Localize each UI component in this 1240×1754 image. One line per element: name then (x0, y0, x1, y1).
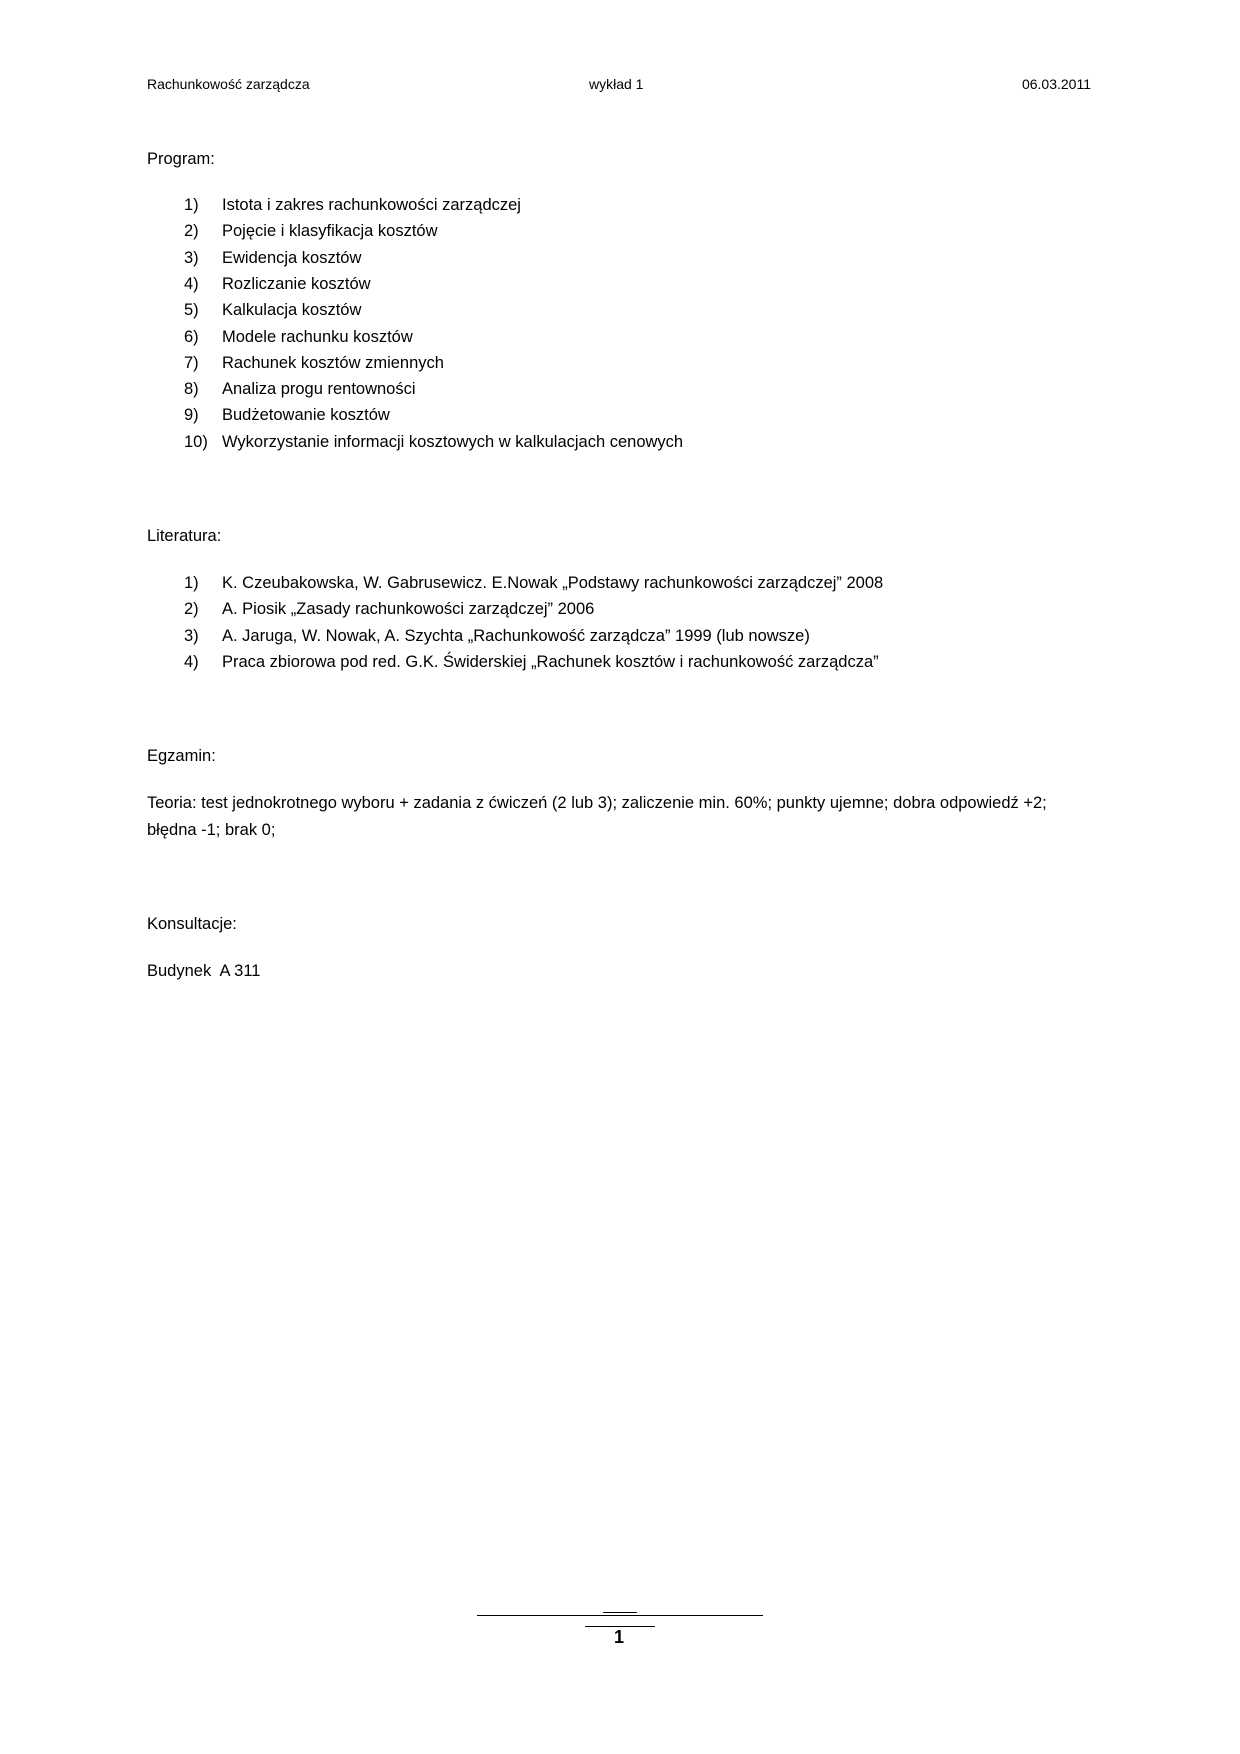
header-lecture: wykład 1 (589, 76, 644, 92)
list-item-number: 3) (184, 626, 199, 645)
egzamin-heading: Egzamin: (147, 747, 216, 765)
list-item (0, 653, 1240, 677)
footer-rule (477, 1615, 763, 1616)
list-item-text: Kalkulacja kosztów (222, 301, 362, 320)
list-item-text: Analiza progu rentowności (222, 380, 416, 399)
list-item-text: Wykorzystanie informacji kosztowych w kalkulacjach cenowych (222, 432, 684, 451)
list-item-number: 2) (184, 600, 199, 619)
page-number: 1 (614, 1627, 625, 1647)
footer-short-rule (603, 1612, 637, 1613)
list-item-number: 2) (184, 222, 199, 241)
header-course-title: Rachunkowość zarządcza (147, 76, 310, 92)
list-item-text: Budżetowanie kosztów (222, 406, 390, 425)
list-item-number: 7) (184, 353, 199, 372)
list-item (0, 328, 1240, 352)
konsultacje-heading: Konsultacje: (147, 915, 237, 933)
list-item (0, 275, 1240, 299)
list-item-text: A. Piosik „Zasady rachunkowości zarządczej” 2006 (222, 600, 595, 619)
list-item-number: 1) (184, 196, 199, 214)
list-item-text: Rozliczanie kosztów (222, 274, 371, 293)
list-item-number: 4) (184, 274, 199, 293)
list-item-number: 4) (184, 652, 199, 671)
list-item-text: Istota i zakres rachunkowości zarządczej (222, 196, 521, 214)
list-item (0, 433, 1240, 457)
list-item (0, 380, 1240, 404)
egzamin-text-line1: Teoria: test jednokrotnego wyboru + zadania z ćwiczeń (2 lub 3); zaliczenie min. 60%; punkty ujemne; dobra odpowiedź +2; (147, 794, 1047, 812)
egzamin-text-line2: błędna -1; brak 0; (147, 821, 276, 839)
list-item-text: K. Czeubakowska, W. Gabrusewicz. E.Nowak „Podstawy rachunkowości zarządczej” 2008 (222, 574, 884, 592)
list-item-number: 6) (184, 327, 199, 346)
list-item (0, 600, 1240, 624)
list-item (0, 196, 1240, 220)
list-item (0, 249, 1240, 273)
program-heading: Program: (147, 150, 215, 168)
list-item-number: 1) (184, 574, 199, 592)
list-item-number: 3) (184, 248, 199, 267)
list-item-number: 9) (184, 406, 199, 425)
list-item (0, 627, 1240, 651)
list-item-text: Pojęcie i klasyfikacja kosztów (222, 222, 438, 241)
list-item-number: 5) (184, 301, 199, 320)
list-item-text: Praca zbiorowa pod red. G.K. Świderskiej „Rachunek kosztów i rachunkowość zarządcza” (222, 652, 879, 671)
list-item (0, 354, 1240, 378)
list-item-text: Ewidencja kosztów (222, 248, 362, 267)
list-item (0, 301, 1240, 325)
konsultacje-text: Budynek A 311 (147, 962, 261, 980)
list-item (0, 222, 1240, 246)
list-item-text: Modele rachunku kosztów (222, 327, 413, 346)
list-item-number: 10) (184, 432, 208, 451)
list-item (0, 574, 1240, 598)
literatura-heading: Literatura: (147, 527, 222, 545)
list-item-text: A. Jaruga, W. Nowak, A. Szychta „Rachunkowość zarządcza” 1999 (lub nowsze) (222, 626, 810, 645)
list-item (0, 406, 1240, 430)
list-item-text: Rachunek kosztów zmiennych (222, 353, 444, 372)
list-item-number: 8) (184, 380, 199, 399)
header-date: 06.03.2011 (1021, 76, 1091, 92)
